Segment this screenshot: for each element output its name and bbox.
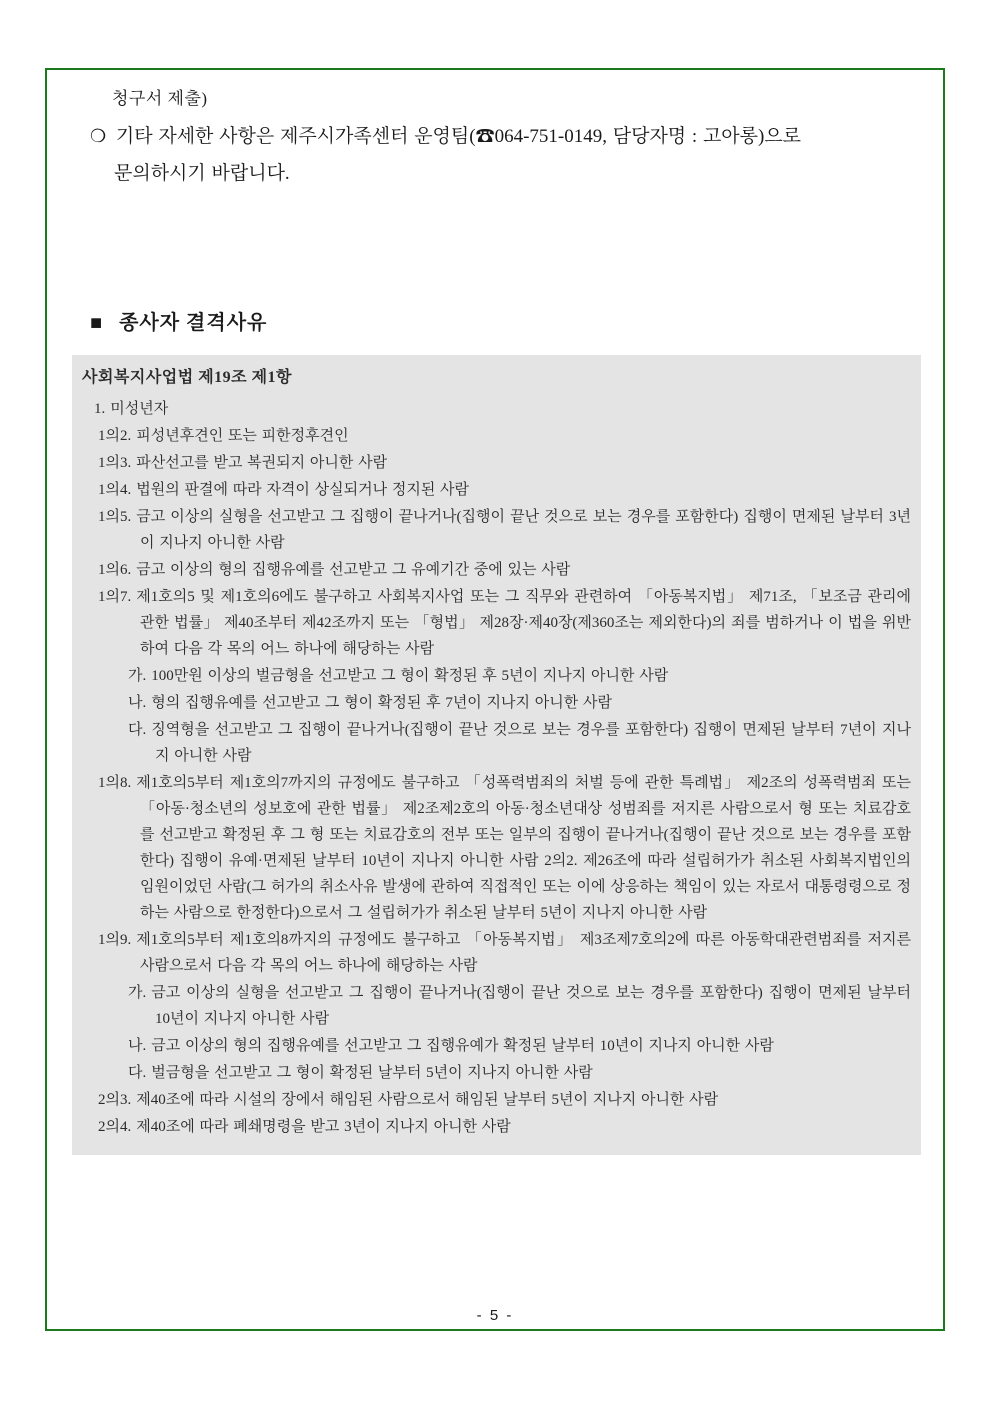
law-item-text: 제40조에 따라 시설의 장에서 해임된 사람으로서 해임된 날부터 5년이 지나지 아니한 사람 <box>136 1092 719 1108</box>
section-header <box>90 306 267 335</box>
law-item-label: 다. <box>128 722 147 738</box>
top-note: 청구서 제출) <box>112 89 208 108</box>
law-subitem <box>82 690 911 716</box>
law-item <box>82 423 911 449</box>
page-number: - 5 - <box>476 1307 514 1324</box>
law-item-text: 금고 이상의 실형을 선고받고 그 집행이 끝나거나(집행이 끝난 것으로 보는 경우를 포함한다) 집행이 면제된 날부터 10년이 지나지 아니한 사람 <box>151 985 911 1027</box>
law-excerpt-box <box>72 355 921 1155</box>
law-item-label: 가. <box>128 985 147 1001</box>
law-item-text: 파산선고를 받고 복권되지 아니한 사람 <box>136 455 388 471</box>
law-item-text: 징역형을 선고받고 그 집행이 끝나거나(집행이 끝난 것으로 보는 경우를 포함한다) 집행이 면제된 날부터 7년이 지나지 아니한 사람 <box>151 722 911 764</box>
law-item <box>82 1114 911 1140</box>
law-item-text: 제1호의5부터 제1호의7까지의 규정에도 불구하고 「성폭력범죄의 처벌 등에 관한 특례법」 제2조의 성폭력범죄 또는 「아동·청소년의 성보호에 관한 법률」 제2조제2호의 아동·청소년대상 성범죄를 저지른 사람으로서 형 또는 치료감호를 선고받고 확정된 후 그 형 또는 치료감호의 전부 또는 일부의 집행이 끝나거나(집행이 끝난 것으로 보는 경우를 포함한다) 집행이 유예·면제된 날부터 10년이 지나지 아니한 사람 2의2. 제26조에 따라 설립허가가 취소된 사회복지법인의 임원이었던 사람(그 허가의 취소사유 발생에 관하여 직접적인 또는 이에 상응하는 책임이 있는 자로서 대통령령으로 정하는 사람으로 한정한다)으로서 그 설립허가가 취소된 날부터 5년이 지나지 아니한 사람 <box>136 775 911 921</box>
law-subitem <box>82 1060 911 1086</box>
law-item-text: 법원의 판결에 따라 자격이 상실되거나 정지된 사람 <box>136 482 470 498</box>
law-item-label: 2의4. <box>98 1119 132 1135</box>
law-subitem <box>82 717 911 769</box>
law-item-label: 나. <box>128 1038 147 1054</box>
law-item <box>82 396 911 422</box>
law-item-label: 1의8. <box>98 775 132 791</box>
law-item-text: 금고 이상의 실형을 선고받고 그 집행이 끝나거나(집행이 끝난 것으로 보는 경우를 포함한다) 집행이 면제된 날부터 3년이 지나지 아니한 사람 <box>136 509 911 551</box>
law-title: 사회복지사업법 제19조 제1항 <box>82 369 293 386</box>
law-item-label: 다. <box>128 1065 147 1081</box>
law-item-label: 1의9. <box>98 932 132 948</box>
law-item-label: 1의5. <box>98 509 132 525</box>
law-item-text: 금고 이상의 형의 집행유예를 선고받고 그 유예기간 중에 있는 사람 <box>136 562 571 578</box>
law-item-text: 제1호의5부터 제1호의8까지의 규정에도 불구하고 「아동복지법」 제3조제7호의2에 따른 아동학대관련범죄를 저지른 사람으로서 다음 각 목의 어느 하나에 해당하는 사람 <box>136 932 911 974</box>
law-item <box>82 927 911 979</box>
square-bullet-icon: ■ <box>90 312 104 334</box>
law-item <box>82 1087 911 1113</box>
section-title: 종사자 결격사유 <box>119 312 268 334</box>
law-item-label: 2의3. <box>98 1092 132 1108</box>
contact-notice-line1: 기타 자세한 사항은 제주시가족센터 운영팀(☎064-751-0149, 담당자명 : 고아롱)으로 <box>115 126 802 147</box>
law-item-label: 1의3. <box>98 455 132 471</box>
law-item <box>82 504 911 556</box>
law-item-text: 형의 집행유예를 선고받고 그 형이 확정된 후 7년이 지나지 아니한 사람 <box>151 695 612 711</box>
law-item-label: 1의7. <box>98 589 132 605</box>
law-item-text: 제40조에 따라 폐쇄명령을 받고 3년이 지나지 아니한 사람 <box>136 1119 511 1135</box>
law-item <box>82 770 911 926</box>
law-item-label: 나. <box>128 695 147 711</box>
law-subitem <box>82 1033 911 1059</box>
law-item-text: 100만원 이상의 벌금형을 선고받고 그 형이 확정된 후 5년이 지나지 아니한 사람 <box>151 668 669 684</box>
law-item-text: 금고 이상의 형의 집행유예를 선고받고 그 집행유예가 확정된 날부터 10년이 지나지 아니한 사람 <box>151 1038 774 1054</box>
green-border-frame <box>45 68 945 1331</box>
law-item <box>82 557 911 583</box>
law-subitem <box>82 663 911 689</box>
law-item <box>82 477 911 503</box>
law-item-text: 벌금형을 선고받고 그 형이 확정된 날부터 5년이 지나지 아니한 사람 <box>151 1065 593 1081</box>
law-item-label: 1의6. <box>98 562 132 578</box>
law-item <box>82 450 911 476</box>
law-item <box>82 584 911 662</box>
law-item-label: 1의4. <box>98 482 132 498</box>
law-item-text: 미성년자 <box>110 401 169 417</box>
law-item-label: 가. <box>128 668 147 684</box>
law-item-label: 1. <box>94 401 106 417</box>
circle-bullet-icon: ❍ <box>90 126 107 146</box>
law-item-label: 1의2. <box>98 428 132 444</box>
law-item-text: 피성년후견인 또는 피한정후견인 <box>136 428 349 444</box>
law-subitem <box>82 980 911 1032</box>
law-item-text: 제1호의5 및 제1호의6에도 불구하고 사회복지사업 또는 그 직무와 관련하여 「아동복지법」 제71조, 「보조금 관리에 관한 법률」 제40조부터 제42조까지 또는 「형법」 제28장·제40장(제360조는 제외한다)의 죄를 범하거나 이 법을 위반하여 다음 각 목의 어느 하나에 해당하는 사람 <box>136 589 911 657</box>
contact-notice-line2: 문의하시기 바랍니다. <box>114 163 290 184</box>
contact-notice <box>90 118 935 192</box>
